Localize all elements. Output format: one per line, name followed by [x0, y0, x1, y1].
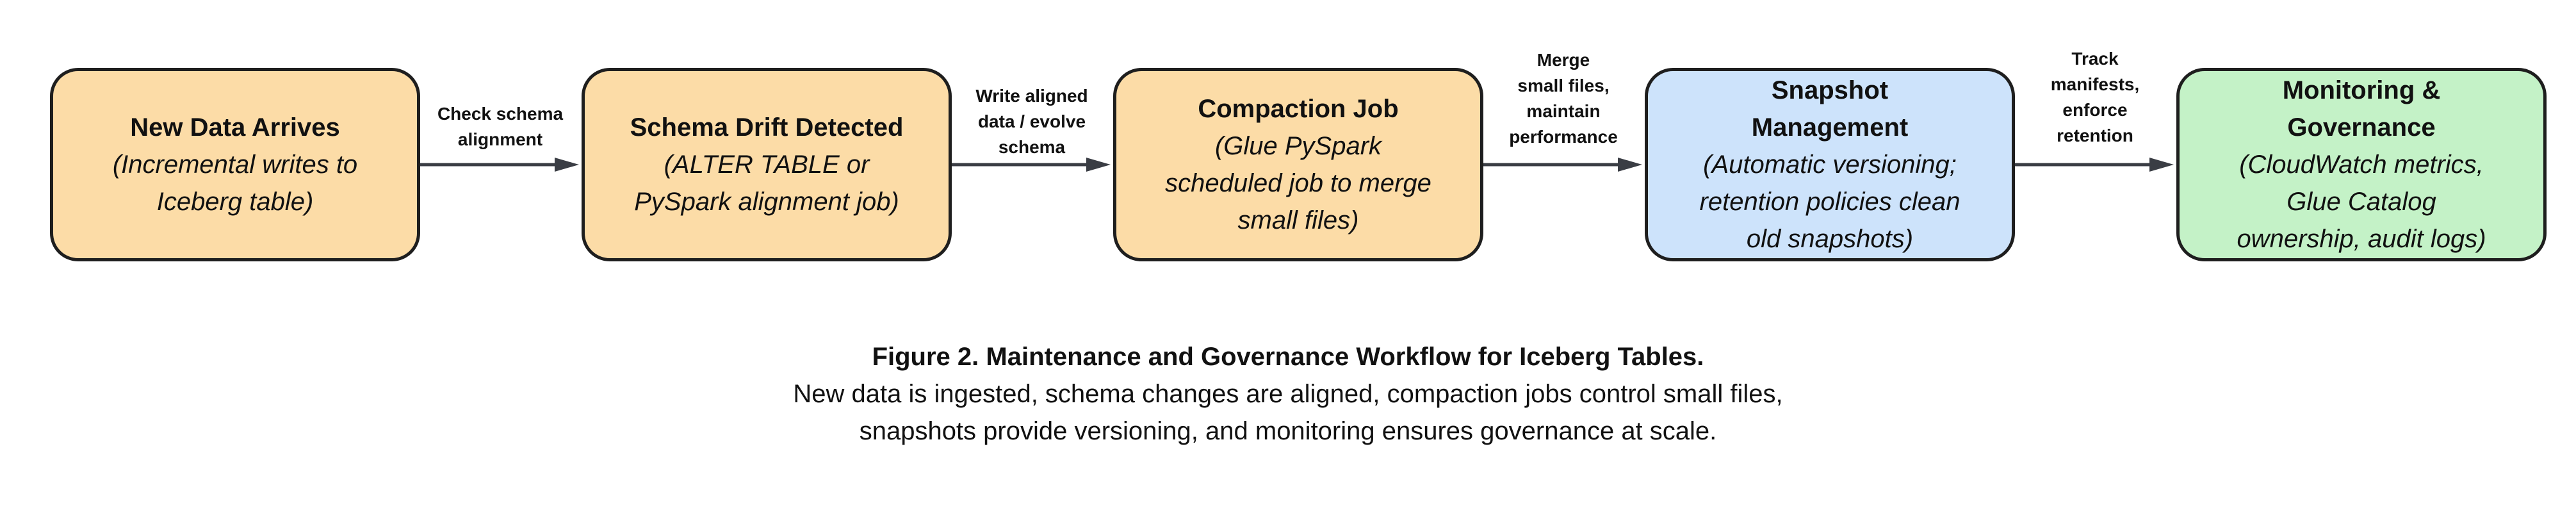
arrow-4	[2015, 158, 2174, 172]
node-desc-line: (ALTER TABLE or	[664, 151, 870, 179]
node-title: New Data Arrives	[130, 113, 340, 142]
edge-label-line: maintain	[1526, 101, 1601, 121]
node-desc-line: (Glue PySpark	[1214, 132, 1382, 160]
node-monitoring-governance	[2176, 68, 2547, 261]
node-title-line: Snapshot	[1771, 76, 1889, 104]
node-desc-line: Iceberg table)	[156, 188, 314, 216]
edge-label-line: enforce	[2062, 100, 2128, 120]
figure-caption	[0, 338, 2576, 450]
edge-label-line: alignment	[457, 129, 543, 149]
node-compaction-job	[1113, 68, 1483, 261]
edge-label-line: small files,	[1517, 76, 1610, 95]
node-desc-line: PySpark alignment job)	[634, 188, 899, 216]
node-desc-line: Glue Catalog	[2287, 188, 2436, 216]
node-title-line: Monitoring &	[2282, 76, 2441, 104]
edge-label-line: data / evolve	[977, 111, 1086, 131]
edge-label-line: schema	[998, 137, 1066, 157]
edge-label-line: Track	[2071, 49, 2119, 69]
arrow-1	[420, 158, 579, 172]
node-snapshot-management	[1645, 68, 2015, 261]
node-title: Schema Drift Detected	[630, 113, 904, 142]
edge-label-4	[2015, 46, 2175, 149]
edge-label-1	[420, 101, 580, 152]
edge-label-line: Write aligned	[975, 86, 1088, 106]
node-desc-line: (Incremental writes to	[112, 151, 358, 179]
caption-body-line: New data is ingested, schema changes are aligned, compaction jobs control small files,	[793, 380, 1783, 408]
edge-label-3	[1483, 47, 1643, 150]
edge-label-line: manifests,	[2050, 74, 2140, 94]
edge-label-line: Merge	[1537, 50, 1590, 70]
node-desc-line: scheduled job to merge	[1165, 169, 1431, 197]
edge-label-line: retention	[2057, 126, 2133, 145]
node-desc-line: small files)	[1237, 206, 1359, 234]
edge-label-line: performance	[1509, 127, 1618, 147]
edge-label-2	[952, 83, 1112, 160]
edge-label-line: Check schema	[437, 104, 564, 124]
caption-title: Figure 2. Maintenance and Governance Workflow for Iceberg Tables.	[872, 343, 1704, 371]
node-desc-line: (CloudWatch metrics,	[2239, 151, 2484, 179]
node-title-line: Governance	[2287, 113, 2436, 142]
node-title: Compaction Job	[1198, 95, 1399, 123]
node-desc-line: ownership, audit logs)	[2237, 225, 2486, 253]
arrow-3	[1483, 158, 1642, 172]
node-schema-drift-detected	[582, 68, 952, 261]
node-desc-line: retention policies clean	[1699, 188, 1961, 216]
caption-body-line: snapshots provide versioning, and monitoring ensures governance at scale.	[859, 417, 1717, 445]
node-desc-line: old snapshots)	[1746, 225, 1914, 253]
node-desc-line: (Automatic versioning;	[1703, 151, 1957, 179]
node-title-line: Management	[1751, 113, 1909, 142]
node-new-data-arrives	[50, 68, 420, 261]
